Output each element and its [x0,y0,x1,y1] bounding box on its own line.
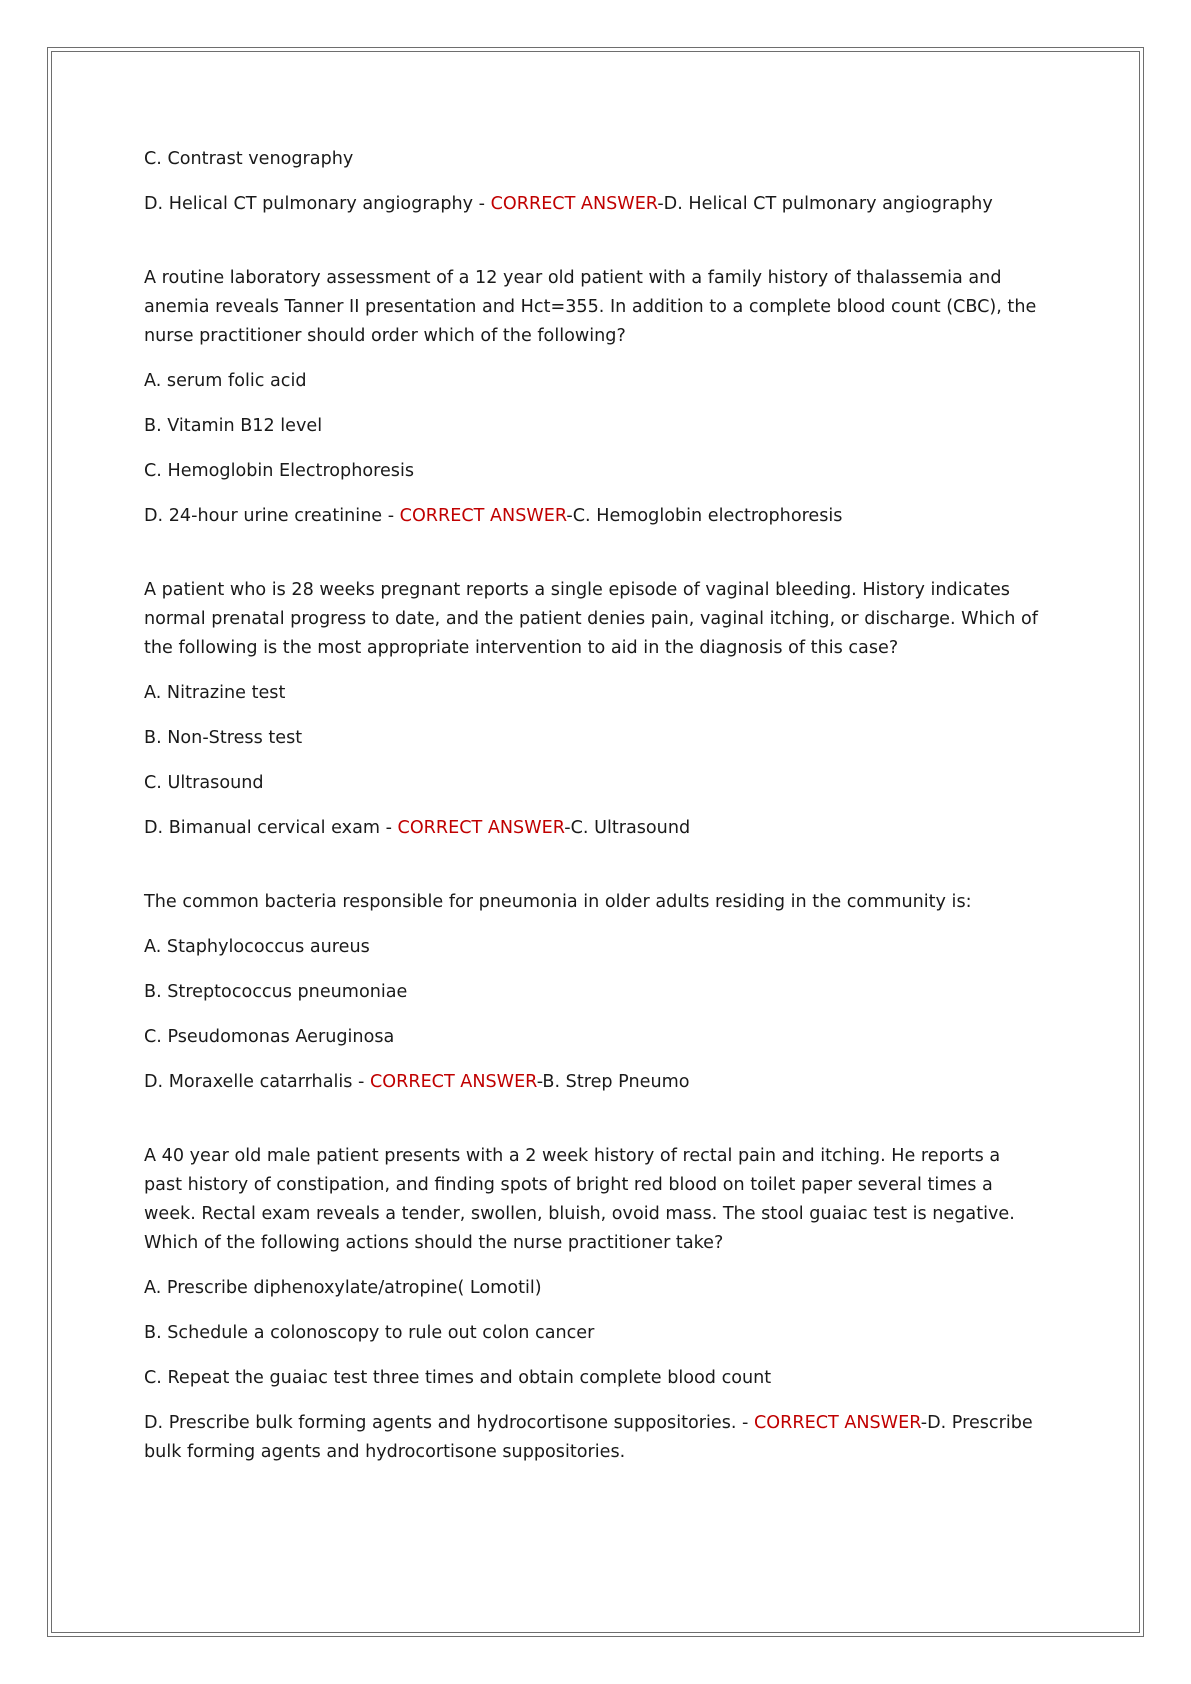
option-c: C. Contrast venography [144,149,354,169]
spacer [144,1097,1064,1142]
question-block-thalassemia [144,264,1064,531]
option-d [144,190,1064,219]
question-block-pneumonia [144,888,1064,1097]
question-block-rectal [144,1142,1064,1467]
option-b: B. Non-Stress test [144,728,303,748]
correct-answer-marker: CORRECT ANSWER [397,818,565,838]
stem-line: A patient who is 28 weeks pregnant reports a single episode of vaginal bleeding. History indicates [144,580,1010,600]
option-d-line: bulk forming agents and hydrocortisone suppositories. [144,1442,626,1462]
option-d-text: D. Bimanual cervical exam - [144,818,398,838]
option-b: B. Schedule a colonoscopy to rule out colon cancer [144,1323,595,1343]
option-c: C. Ultrasound [144,773,264,793]
correct-answer-text: -D. Helical CT pulmonary angiography [657,194,993,214]
option-d-text: D. Moraxelle catarrhalis - [144,1072,370,1092]
correct-answer-text: -D. Prescribe [920,1413,1033,1433]
correct-answer-text: -C. Hemoglobin electrophoresis [566,506,843,526]
option-a: A. Prescribe diphenoxylate/atropine( Lomotil) [144,1278,542,1298]
option-c: C. Hemoglobin Electrophoresis [144,461,415,481]
option-a: A. Nitrazine test [144,683,286,703]
option-a: A. Staphylococcus aureus [144,937,370,957]
question-block-continued [144,145,1064,219]
correct-answer-marker: CORRECT ANSWER [369,1072,537,1092]
spacer [144,531,1064,576]
question-stem [144,888,1064,917]
stem-line: the following is the most appropriate intervention to aid in the diagnosis of this case? [144,638,899,658]
stem-line: Which of the following actions should the nurse practitioner take? [144,1233,724,1253]
correct-answer-marker: CORRECT ANSWER [399,506,567,526]
option-d [144,1409,1064,1467]
option-c: C. Repeat the guaiac test three times and obtain complete blood count [144,1368,772,1388]
option-a: A. serum folic acid [144,371,307,391]
document-body [144,145,1064,1467]
spacer [144,843,1064,888]
correct-answer-marker: CORRECT ANSWER [490,194,658,214]
stem-line: anemia reveals Tanner II presentation and Hct=355. In addition to a complete blood count (CBC), the [144,297,1037,317]
option-d [144,814,1064,843]
correct-answer-text: -C. Ultrasound [564,818,691,838]
stem-line: The common bacteria responsible for pneumonia in older adults residing in the community is: [144,892,972,912]
spacer [144,219,1064,264]
question-stem [144,264,1064,351]
option-c: C. Pseudomonas Aeruginosa [144,1027,395,1047]
stem-line: A 40 year old male patient presents with a 2 week history of rectal pain and itching. He reports a [144,1146,1001,1166]
stem-line: nurse practitioner should order which of the following? [144,326,626,346]
question-block-pregnancy [144,576,1064,843]
option-d-text: D. Prescribe bulk forming agents and hydrocortisone suppositories. - [144,1413,754,1433]
stem-line: past history of constipation, and finding spots of bright red blood on toilet paper several times a [144,1175,993,1195]
option-b: B. Vitamin B12 level [144,416,323,436]
stem-line: normal prenatal progress to date, and the patient denies pain, vaginal itching, or discharge. Which of [144,609,1038,629]
option-d-text: D. 24-hour urine creatinine - [144,506,400,526]
option-b: B. Streptococcus pneumoniae [144,982,408,1002]
option-d-text: D. Helical CT pulmonary angiography - [144,194,491,214]
question-stem [144,1142,1064,1258]
stem-line: A routine laboratory assessment of a 12 year old patient with a family history of thalassemia and [144,268,1002,288]
stem-line: week. Rectal exam reveals a tender, swollen, bluish, ovoid mass. The stool guaiac test is negative. [144,1204,1015,1224]
option-d-line [144,1409,1064,1438]
option-d [144,1068,1064,1097]
option-d [144,502,1064,531]
correct-answer-marker: CORRECT ANSWER [754,1413,921,1433]
correct-answer-text: -B. Strep Pneumo [536,1072,690,1092]
question-stem [144,576,1064,663]
